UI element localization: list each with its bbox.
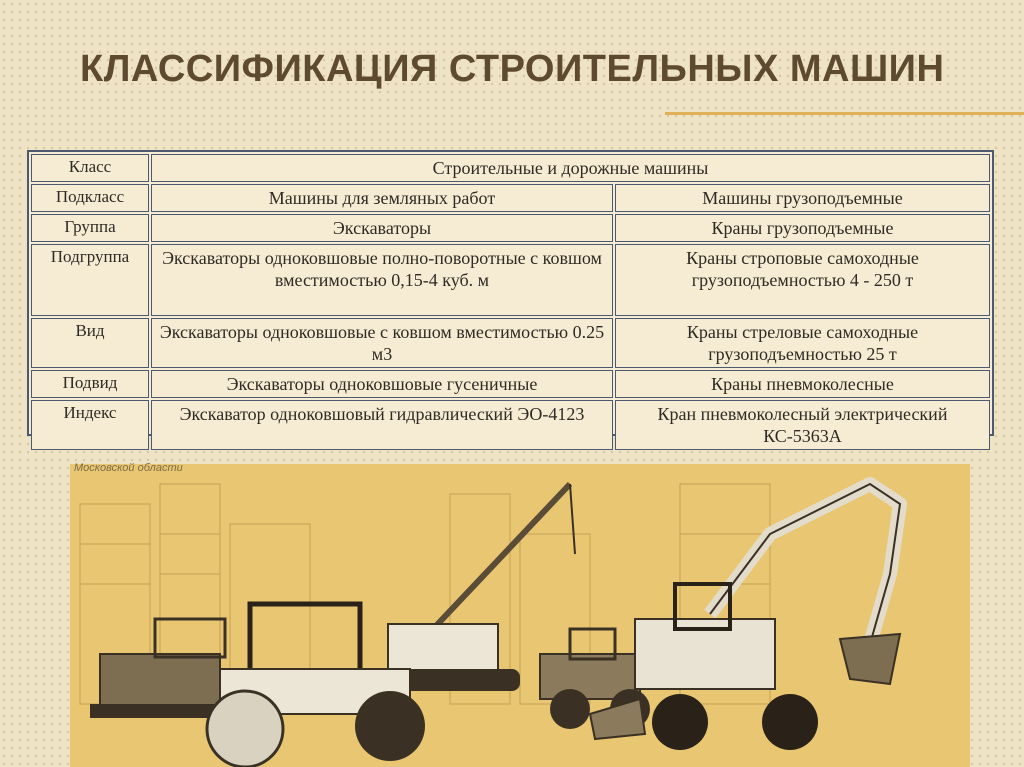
classification-table <box>27 150 994 446</box>
row-label-index: Индекс <box>31 400 149 450</box>
row-label-subgroup: Подгруппа <box>31 244 149 316</box>
cell-kind-right: Краны стреловые самоходные грузоподъемностью 25 т <box>615 318 990 368</box>
image-caption: Московской области <box>74 462 183 474</box>
cell-subclass-right: Машины грузоподъемные <box>615 184 990 212</box>
cell-subgroup-left: Экскаваторы одноковшовые полно-поворотные с ковшом вместимостью 0,15-4 куб. м <box>151 244 613 316</box>
cell-subclass-left: Машины для земляных работ <box>151 184 613 212</box>
row-label-class: Класс <box>31 154 149 182</box>
cell-index-right: Кран пневмоколесный электрический КС-5363А <box>615 400 990 450</box>
cell-subgroup-right: Краны строповые самоходные грузоподъемностью 4 - 250 т <box>615 244 990 316</box>
cell-subkind-left: Экскаваторы одноковшовые гусеничные <box>151 370 613 398</box>
title-underline <box>665 112 1024 115</box>
cell-index-left: Экскаватор одноковшовый гидравлический ЭО-4123 <box>151 400 613 450</box>
cell-group-right: Краны грузоподъемные <box>615 214 990 242</box>
construction-machinery-image <box>70 464 970 767</box>
row-label-subclass: Подкласс <box>31 184 149 212</box>
row-label-subkind: Подвид <box>31 370 149 398</box>
cell-kind-left: Экскаваторы одноковшовые с ковшом вместимостью 0.25 м3 <box>151 318 613 368</box>
cell-group-left: Экскаваторы <box>151 214 613 242</box>
cell-subkind-right: Краны пневмоколесные <box>615 370 990 398</box>
row-label-kind: Вид <box>31 318 149 368</box>
page-title: КЛАССИФИКАЦИЯ СТРОИТЕЛЬНЫХ МАШИН <box>80 48 945 90</box>
cell-class-value: Строительные и дорожные машины <box>151 154 990 182</box>
excavator-illustration <box>590 484 900 750</box>
row-label-group: Группа <box>31 214 149 242</box>
